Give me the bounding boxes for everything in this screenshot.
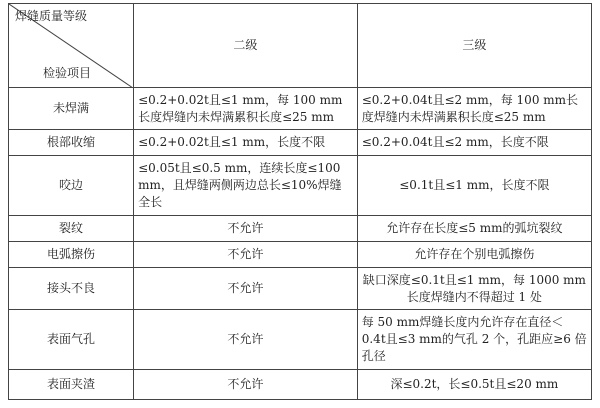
table-row — [9, 242, 592, 268]
row-item: 咬边 — [9, 156, 134, 216]
grade2-cell: 不允许 — [134, 242, 358, 268]
grade2-cell: ≤0.2+0.02t且≤1 mm，每 100 mm长度焊缝内未焊满累积长度≤25 mm — [134, 88, 358, 130]
row-item: 表面气孔 — [9, 310, 134, 370]
corner-header-cell — [9, 4, 134, 88]
grade2-cell: 不允许 — [134, 216, 358, 242]
grade3-cell: ≤0.2+0.04t且≤2 mm，每 100 mm长度焊缝内未焊满累积长度≤25 mm — [357, 88, 591, 130]
row-item: 根部收缩 — [9, 130, 134, 156]
corner-top-label: 焊缝质量等级 — [15, 9, 88, 23]
row-item: 接头不良 — [9, 268, 134, 310]
grade3-cell: ≤0.2+0.04t且≤2 mm，长度不限 — [357, 130, 591, 156]
column-header-grade2: 二级 — [134, 4, 358, 88]
grade2-cell: ≤0.05t且≤0.5 mm，连续长度≤100 mm，且焊缝两侧两边总长≤10%焊缝全长 — [134, 156, 358, 216]
row-item: 未焊满 — [9, 88, 134, 130]
row-item: 表面夹渣 — [9, 370, 134, 400]
grade3-cell: 每 50 mm焊缝长度内允许存在直径＜0.4t且≤3 mm的气孔 2 个，孔距应≥6 倍孔径 — [357, 310, 591, 370]
corner-bottom-label: 检验项目 — [43, 66, 92, 80]
table-row — [9, 370, 592, 400]
grade3-cell: ≤0.1t且≤1 mm，长度不限 — [357, 156, 591, 216]
table-row — [9, 130, 592, 156]
grade3-cell: 深≤0.2t，长≤0.5t且≤20 mm — [357, 370, 591, 400]
grade2-cell: 不允许 — [134, 268, 358, 310]
table-row — [9, 310, 592, 370]
grade3-cell: 允许存在长度≤5 mm的弧坑裂纹 — [357, 216, 591, 242]
weld-quality-table — [8, 3, 592, 400]
row-item: 裂纹 — [9, 216, 134, 242]
table-row — [9, 268, 592, 310]
row-item: 电弧擦伤 — [9, 242, 134, 268]
table-row — [9, 216, 592, 242]
table-header-row — [9, 4, 592, 88]
grade3-cell: 允许存在个别电弧擦伤 — [357, 242, 591, 268]
grade2-cell: 不允许 — [134, 370, 358, 400]
column-header-grade3: 三级 — [357, 4, 591, 88]
grade2-cell: 不允许 — [134, 310, 358, 370]
table-row — [9, 156, 592, 216]
grade2-cell: ≤0.2+0.02t且≤1 mm，长度不限 — [134, 130, 358, 156]
table-row — [9, 88, 592, 130]
grade3-cell: 缺口深度≤0.1t且≤1 mm，每 1000 mm长度焊缝内不得超过 1 处 — [357, 268, 591, 310]
